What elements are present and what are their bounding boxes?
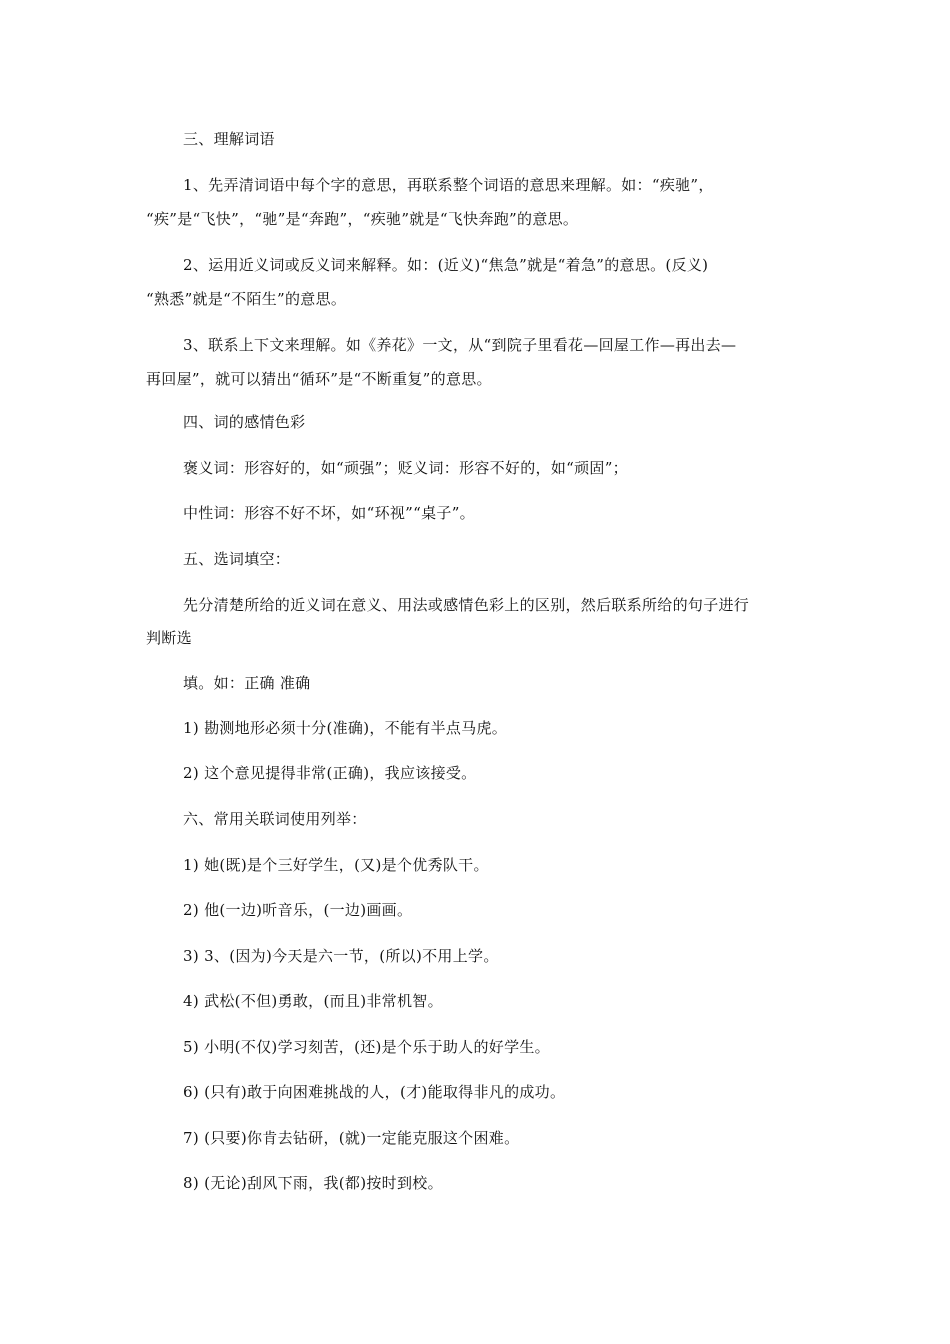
section-heading-emotion-color: 四、词的感情色彩: [183, 413, 306, 431]
list-item: 2) 他(一边)听音乐，(一边)画画。: [183, 901, 413, 919]
paragraph-line: 1、先弄清词语中每个字的意思，再联系整个词语的意思来理解。如：“疾驰”，: [183, 176, 714, 194]
section-heading-understand-words: 三、理解词语: [183, 130, 275, 148]
list-item: 2) 这个意见提得非常(正确)，我应该接受。: [183, 764, 477, 782]
paragraph-line: 3、联系上下文来理解。如《养花》一文，从“到院子里看花—回屋工作—再出去—: [183, 336, 737, 354]
paragraph-line: “熟悉”就是“不陌生”的意思。: [146, 290, 347, 308]
section-heading-conjunctions: 六、常用关联词使用列举：: [183, 810, 367, 828]
section-heading-fill-blank: 五、选词填空：: [183, 550, 291, 568]
list-item: 1) 她(既)是个三好学生，(又)是个优秀队干。: [183, 856, 489, 874]
paragraph-line: 2、运用近义词或反义词来解释。如：(近义)“焦急”就是“着急”的意思。(反义): [183, 256, 709, 274]
paragraph-line: “疾”是“飞快”，“驰”是“奔跑”，“疾驰”就是“飞快奔跑”的意思。: [146, 210, 579, 228]
list-item: 8) (无论)刮风下雨，我(都)按时到校。: [183, 1174, 443, 1192]
paragraph-line: 褒义词：形容好的，如“顽强”；贬义词：形容不好的，如“顽固”；: [183, 459, 628, 477]
paragraph-line: 中性词：形容不好不坏，如“环视”“桌子”。: [183, 504, 475, 522]
paragraph-line: 再回屋”，就可以猜出“循环”是“不断重复”的意思。: [146, 370, 492, 388]
list-item: 6) (只有)敢于向困难挑战的人，(才)能取得非凡的成功。: [183, 1083, 566, 1101]
list-item: 4) 武松(不但)勇敢，(而且)非常机智。: [183, 992, 443, 1010]
paragraph-line: 判断选: [146, 629, 192, 647]
paragraph-line: 填。如：正确 准确: [183, 674, 311, 692]
paragraph-line: 先分清楚所给的近义词在意义、用法或感情色彩上的区别，然后联系所给的句子进行: [183, 596, 750, 614]
list-item: 3) 3、(因为)今天是六一节，(所以)不用上学。: [183, 947, 499, 965]
list-item: 7) (只要)你肯去钻研，(就)一定能克服这个困难。: [183, 1129, 520, 1147]
list-item: 5) 小明(不仅)学习刻苦，(还)是个乐于助人的好学生。: [183, 1038, 550, 1056]
list-item: 1) 勘测地形必须十分(准确)，不能有半点马虎。: [183, 719, 508, 737]
